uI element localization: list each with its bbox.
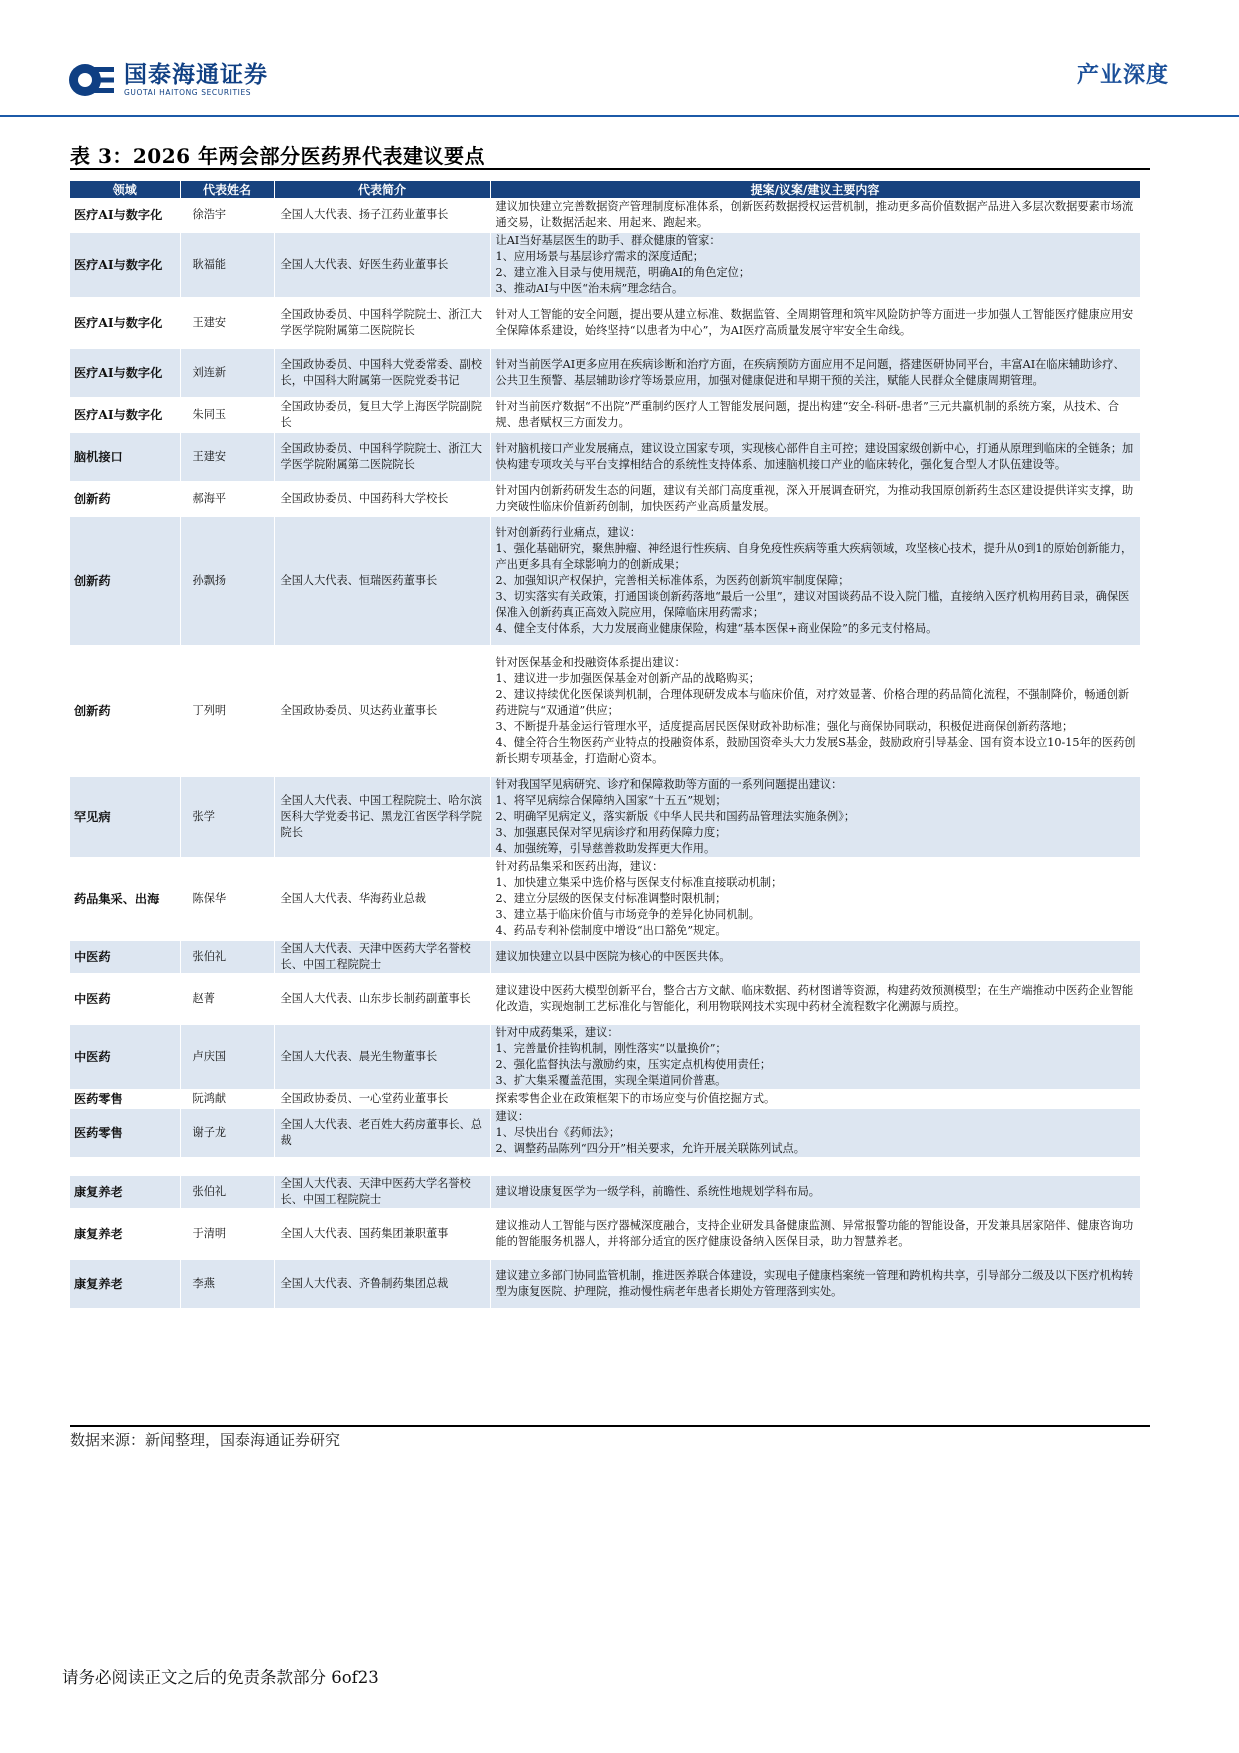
- field-cell: 药品集采、出海: [70, 858, 180, 940]
- content-cell: 建议： 1、尽快出台《药师法》； 2、调整药品陈列“四分开”相关要求，允许开展关联陈列试点。: [490, 1108, 1140, 1158]
- table-row: [70, 940, 1140, 974]
- field-cell: 康复养老: [70, 1175, 180, 1209]
- table-header-row: [70, 181, 1140, 198]
- intro-cell: 全国政协委员、中国科学院院士、浙江大学医学院附属第二医院院长: [274, 298, 490, 348]
- table-row: [70, 232, 1140, 298]
- table-row: [70, 432, 1140, 482]
- intro-cell: 全国人大代表、天津中医药大学名誉校长、中国工程院院士: [274, 1175, 490, 1209]
- name-cell: 王建安: [180, 432, 274, 482]
- name-cell: [180, 1158, 274, 1175]
- name-cell: 徐浩宇: [180, 198, 274, 232]
- intro-cell: 全国人大代表、华海药业总裁: [274, 858, 490, 940]
- name-cell: 赵菁: [180, 974, 274, 1024]
- col-header-intro: 代表简介: [274, 181, 490, 198]
- title-rule: [70, 168, 1150, 170]
- name-cell: 张学: [180, 776, 274, 858]
- field-cell: 中医药: [70, 1024, 180, 1090]
- logo-english-name: GUOTAI HAITONG SECURITIES: [124, 88, 252, 97]
- content-cell: 建议建设中医药大模型创新平台，整合古方文献、临床数据、药材图谱等资源，构建药效预测模型；在生产端推动中医药企业智能化改造，实现炮制工艺标准化与智能化，利用物联网技术实现中药材全流程数字化溯源与质控。: [490, 974, 1140, 1024]
- content-cell: 针对药品集采和医药出海，建议： 1、加快建立集采中选价格与医保支付标准直接联动机制； 2、建立分层级的医保支付标准调整时限机制； 3、建立基于临床价值与市场竞争的差异化协同机制。 4、药品专利补偿制度中增设“出口豁免”规定。: [490, 858, 1140, 940]
- content-cell: 针对我国罕见病研究、诊疗和保障救助等方面的一系列问题提出建议： 1、将罕见病综合保障纳入国家“十五五”规划； 2、明确罕见病定义，落实新版《中华人民共和国药品管理法实施条例》； 3、加强惠民保对罕见病诊疗和用药保障力度； 4、加强统筹，引导慈善救助发挥更大作用。: [490, 776, 1140, 858]
- intro-cell: 全国政协委员、贝达药业董事长: [274, 646, 490, 776]
- field-cell: 创新药: [70, 516, 180, 646]
- intro-cell: 全国政协委员，复旦大学上海医学院副院长: [274, 398, 490, 432]
- intro-cell: 全国人大代表、国药集团兼职董事: [274, 1209, 490, 1259]
- field-cell: 医疗AI与数字化: [70, 348, 180, 398]
- col-header-content: 提案/议案/建议主要内容: [490, 181, 1140, 198]
- field-cell: 医疗AI与数字化: [70, 198, 180, 232]
- table-row: [70, 776, 1140, 858]
- table-row: [70, 398, 1140, 432]
- table-row: [70, 1175, 1140, 1209]
- intro-cell: 全国政协委员、中国科大党委常委、副校长，中国科大附属第一医院党委书记: [274, 348, 490, 398]
- content-cell: 建议增设康复医学为一级学科，前瞻性、系统性地规划学科布局。: [490, 1175, 1140, 1209]
- content-cell: 针对当前医学AI更多应用在疾病诊断和治疗方面，在疾病预防方面应用不足问题，搭建医研协同平台，丰富AI在临床辅助诊疗、公共卫生预警、基层辅助诊疗等场景应用，加强对健康促进和早期干预的关注，赋能人民群众全健康周期管理。: [490, 348, 1140, 398]
- logo-chinese-name: 国泰海通证券: [124, 62, 268, 88]
- content-cell: 针对医保基金和投融资体系提出建议： 1、建议进一步加强医保基金对创新产品的战略购买； 2、建议持续优化医保谈判机制，合理体现研发成本与临床价值，对疗效显著、价格合理的药品简化流程，不强制降价，畅通创新药进院与“双通道”供应； 3、不断提升基金运行管理水平，适度提高居民医保财政补助标准；强化与商保协同联动，积极促进商保创新药落地； 4、健全符合生物医药产业特点的投融资体系，鼓励国资牵头大力发展S基金，鼓励政府引导基金、国有资本设立10-15年的医药创新长期专项基金，打造耐心资本。: [490, 646, 1140, 776]
- content-cell: 建议推动人工智能与医疗器械深度融合，支持企业研发具备健康监测、异常报警功能的智能设备，开发兼具居家陪伴、健康咨询功能的智能服务机器人，并将部分适宜的医疗健康设备纳入医保目录，助力智慧养老。: [490, 1209, 1140, 1259]
- field-cell: 医疗AI与数字化: [70, 298, 180, 348]
- name-cell: 李燕: [180, 1259, 274, 1309]
- table-row: [70, 1090, 1140, 1108]
- content-cell: 探索零售企业在政策框架下的市场应变与价值挖掘方式。: [490, 1090, 1140, 1108]
- intro-cell: 全国人大代表、恒瑞医药董事长: [274, 516, 490, 646]
- intro-cell: 全国人大代表、天津中医药大学名誉校长、中国工程院院士: [274, 940, 490, 974]
- name-cell: 于清明: [180, 1209, 274, 1259]
- content-cell: 针对创新药行业痛点，建议： 1、强化基础研究，聚焦肿瘤、神经退行性疾病、自身免疫性疾病等重大疾病领域，攻坚核心技术，提升从0到1的原始创新能力，产出更多具有全球影响力的创新成果； 2、加强知识产权保护，完善相关标准体系，为医药创新筑牢制度保障； 3、切实落实有关政策，打通国谈创新药落地“最后一公里”，建议对国谈药品不设入院门槛，直接纳入医疗机构用药目录，确保医保准入创新药真正高效入院应用，保障临床用药需求； 4、健全支付体系，大力发展商业健康保险，构建“基本医保+商业保险”的多元支付格局。: [490, 516, 1140, 646]
- intro-cell: 全国人大代表、晨光生物董事长: [274, 1024, 490, 1090]
- content-cell: 让AI当好基层医生的助手、群众健康的管家： 1、应用场景与基层诊疗需求的深度适配； 2、建立准入目录与使用规范，明确AI的角色定位； 3、推动AI与中医“治未病”理念结合。: [490, 232, 1140, 298]
- name-cell: 王建安: [180, 298, 274, 348]
- intro-cell: 全国人大代表、好医生药业董事长: [274, 232, 490, 298]
- table-row: [70, 298, 1140, 348]
- field-cell: 罕见病: [70, 776, 180, 858]
- content-cell: 针对人工智能的安全问题，提出要从建立标准、数据监管、全周期管理和筑牢风险防护等方面进一步加强人工智能医疗健康应用安全保障体系建设，始终坚持“以患者为中心”，为AI医疗高质量发展守牢安全生命线。: [490, 298, 1140, 348]
- intro-cell: [274, 1158, 490, 1175]
- logo-icon: [68, 63, 116, 97]
- page-footer-disclaimer: 请务必阅读正文之后的免责条款部分 6of23: [62, 1668, 379, 1687]
- name-cell: 耿福能: [180, 232, 274, 298]
- table-bottom-rule: [70, 1425, 1150, 1427]
- table-title: 表 3：2026 年两会部分医药界代表建议要点: [70, 144, 486, 168]
- name-cell: 张伯礼: [180, 1175, 274, 1209]
- name-cell: 卢庆国: [180, 1024, 274, 1090]
- content-cell: 针对国内创新药研发生态的问题，建议有关部门高度重视，深入开展调查研究，为推动我国原创新药生态区建设提供详实支撑，助力突破性临床价值新药创制，加快医药产业高质量发展。: [490, 482, 1140, 516]
- name-cell: 阮鸿献: [180, 1090, 274, 1108]
- name-cell: 陈保华: [180, 858, 274, 940]
- content-cell: [490, 1158, 1140, 1175]
- data-source-note: 数据来源：新闻整理，国泰海通证券研究: [70, 1431, 341, 1449]
- field-cell: 医药零售: [70, 1090, 180, 1108]
- header-divider: [0, 115, 1239, 117]
- table-row: [70, 198, 1140, 232]
- table-row: [70, 1158, 1140, 1175]
- col-header-name: 代表姓名: [180, 181, 274, 198]
- table-row: [70, 348, 1140, 398]
- content-cell: 针对脑机接口产业发展痛点，建议设立国家专项，实现核心部件自主可控；建设国家级创新中心，打通从原理到临床的全链条；加快构建专项攻关与平台支撑相结合的系统性支持体系、加速脑机接口产业的临床转化，强化复合型人才队伍建设等。: [490, 432, 1140, 482]
- intro-cell: 全国政协委员、一心堂药业董事长: [274, 1090, 490, 1108]
- name-cell: 孙飘扬: [180, 516, 274, 646]
- field-cell: [70, 1158, 180, 1175]
- intro-cell: 全国政协委员、中国科学院院士、浙江大学医学院附属第二医院院长: [274, 432, 490, 482]
- table-row: [70, 858, 1140, 940]
- intro-cell: 全国人大代表、扬子江药业董事长: [274, 198, 490, 232]
- table-row: [70, 516, 1140, 646]
- table-row: [70, 1108, 1140, 1158]
- col-header-field: 领域: [70, 181, 180, 198]
- field-cell: 脑机接口: [70, 432, 180, 482]
- intro-cell: 全国政协委员、中国药科大学校长: [274, 482, 490, 516]
- intro-cell: 全国人大代表、山东步长制药副董事长: [274, 974, 490, 1024]
- table-row: [70, 1209, 1140, 1259]
- proposals-table: [70, 181, 1141, 1310]
- table-row: [70, 1259, 1140, 1309]
- table-row: [70, 646, 1140, 776]
- intro-cell: 全国人大代表、中国工程院院士、哈尔滨医科大学党委书记、黑龙江省医学科学院院长: [274, 776, 490, 858]
- table-row: [70, 974, 1140, 1024]
- table-row: [70, 482, 1140, 516]
- content-cell: 建议加快建立完善数据资产管理制度标准体系，创新医药数据授权运营机制，推动更多高价值数据产品进入多层次数据要素市场流通交易，让数据活起来、用起来、跑起来。: [490, 198, 1140, 232]
- report-type-label: 产业深度: [1076, 63, 1169, 88]
- name-cell: 丁列明: [180, 646, 274, 776]
- content-cell: 建议加快建立以县中医院为核心的中医医共体。: [490, 940, 1140, 974]
- table-row: [70, 1024, 1140, 1090]
- field-cell: 医疗AI与数字化: [70, 398, 180, 432]
- name-cell: 谢子龙: [180, 1108, 274, 1158]
- page-header: [0, 0, 1239, 118]
- field-cell: 康复养老: [70, 1209, 180, 1259]
- company-logo: [68, 58, 268, 102]
- intro-cell: 全国人大代表、老百姓大药房董事长、总裁: [274, 1108, 490, 1158]
- field-cell: 康复养老: [70, 1259, 180, 1309]
- field-cell: 医药零售: [70, 1108, 180, 1158]
- content-cell: 针对中成药集采，建议： 1、完善量价挂钩机制，刚性落实“以量换价”； 2、强化监督执法与激励约束，压实定点机构使用责任； 3、扩大集采覆盖范围，实现全渠道同价普惠。: [490, 1024, 1140, 1090]
- field-cell: 中医药: [70, 974, 180, 1024]
- field-cell: 医疗AI与数字化: [70, 232, 180, 298]
- content-cell: 针对当前医疗数据“不出院”严重制约医疗人工智能发展问题，提出构建“安全-科研-患者”三元共赢机制的系统方案，从技术、合规、患者赋权三方面发力。: [490, 398, 1140, 432]
- name-cell: 郝海平: [180, 482, 274, 516]
- intro-cell: 全国人大代表、齐鲁制药集团总裁: [274, 1259, 490, 1309]
- field-cell: 创新药: [70, 482, 180, 516]
- name-cell: 刘连新: [180, 348, 274, 398]
- content-cell: 建议建立多部门协同监管机制，推进医养联合体建设，实现电子健康档案统一管理和跨机构共享，引导部分二级及以下医疗机构转型为康复医院、护理院，推动慢性病老年患者长期处方管理落到实处。: [490, 1259, 1140, 1309]
- name-cell: 朱同玉: [180, 398, 274, 432]
- name-cell: 张伯礼: [180, 940, 274, 974]
- field-cell: 创新药: [70, 646, 180, 776]
- field-cell: 中医药: [70, 940, 180, 974]
